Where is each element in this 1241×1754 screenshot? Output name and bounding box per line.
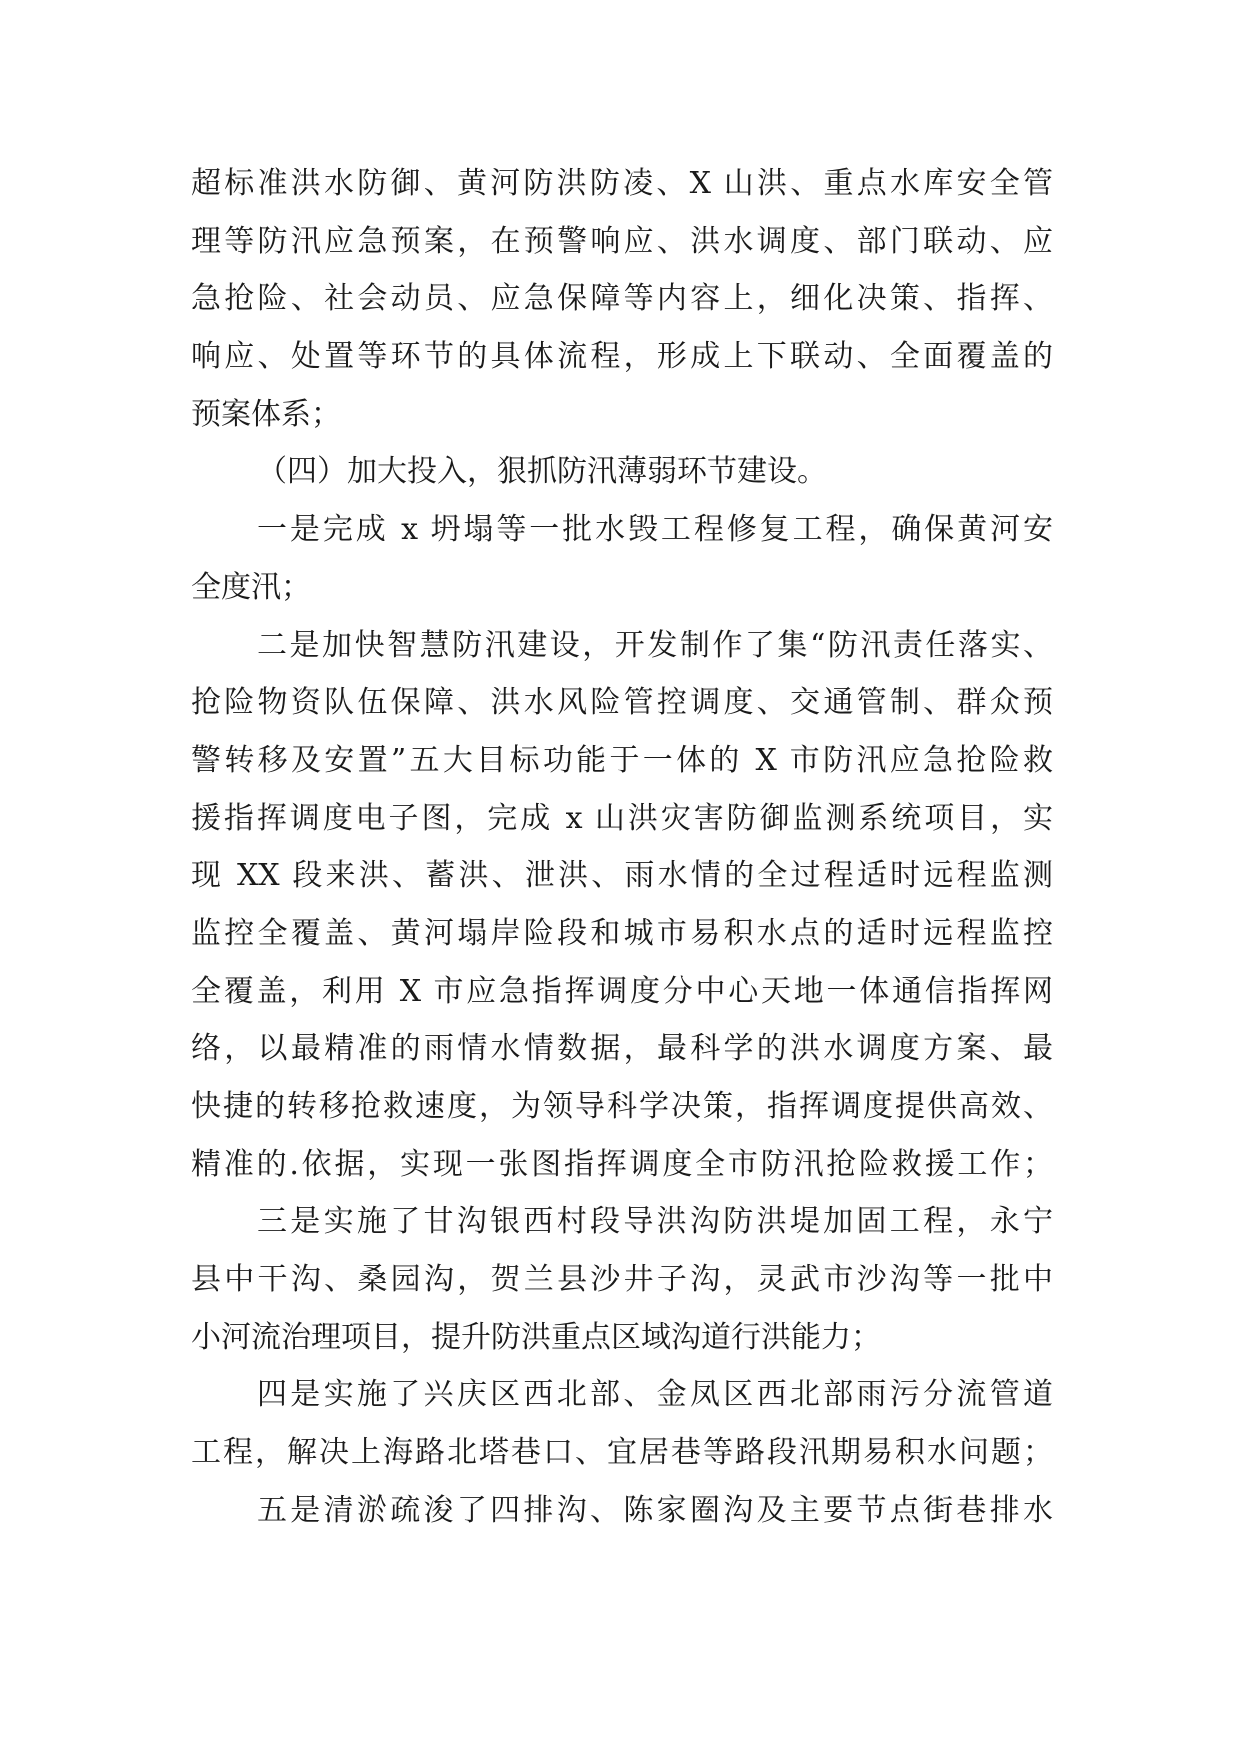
text-line: 抢险物资队伍保障、洪水风险管控调度、交通管制、群众预	[191, 685, 1053, 721]
text-line: 络，以最精准的雨情水情数据，最科学的洪水调度方案、最	[191, 1031, 1053, 1067]
text-line: 现 XX 段来洪、蓄洪、泄洪、雨水情的全过程适时远程监测	[191, 858, 1053, 894]
text-line: 县中干沟、桑园沟，贺兰县沙井子沟，灵武市沙沟等一批中	[191, 1262, 1053, 1298]
text-line: 警转移及安置”五大目标功能于一体的 X 市防汛应急抢险救	[191, 742, 1053, 778]
text-line: 三是实施了甘沟银西村段导洪沟防洪堤加固工程，永宁	[257, 1204, 1053, 1240]
text-line: 四是实施了兴庆区西北部、金凤区西北部雨污分流管道	[257, 1377, 1053, 1413]
text-line: 快捷的转移抢救速度，为领导科学决策，指挥调度提供高效、	[191, 1089, 1053, 1124]
text-line: 小河流治理项目，提升防洪重点区域沟道行洪能力；	[191, 1319, 881, 1355]
text-line: 理等防汛应急预案，在预警响应、洪水调度、部门联动、应	[191, 223, 1053, 259]
text-line: 工程，解决上海路北塔巷口、宜居巷等路段汛期易积水问题；	[191, 1435, 1053, 1471]
text-line: 全度汛；	[191, 569, 311, 605]
text-line: 五是清淤疏浚了四排沟、陈家圈沟及主要节点街巷排水	[257, 1492, 1053, 1528]
text-line: 急抢险、社会动员、应急保障等内容上，细化决策、指挥、	[191, 281, 1053, 317]
section-heading: （四）加大投入，狠抓防汛薄弱环节建设。	[257, 454, 827, 490]
text-line: 响应、处置等环节的具体流程，形成上下联动、全面覆盖的	[191, 339, 1053, 375]
text-line: 监控全覆盖、黄河塌岸险段和城市易积水点的适时远程监控	[191, 915, 1053, 951]
text-line: 二是加快智慧防汛建设，开发制作了集“防汛责任落实、	[257, 627, 1053, 663]
text-line: 精准的.依据，实现一张图指挥调度全市防汛抢险救援工作；	[191, 1146, 1053, 1182]
body-text	[191, 155, 1053, 1540]
text-line: 超标准洪水防御、黄河防洪防凌、X 山洪、重点水库安全管	[191, 166, 1053, 201]
text-line: 一是完成 x 坍塌等一批水毁工程修复工程，确保黄河安	[257, 512, 1053, 548]
text-line: 预案体系；	[191, 396, 341, 432]
text-line: 援指挥调度电子图，完成 x 山洪灾害防御监测系统项目，实	[191, 800, 1053, 836]
text-line: 全覆盖，利用 X 市应急指挥调度分中心天地一体通信指挥网	[191, 973, 1053, 1009]
